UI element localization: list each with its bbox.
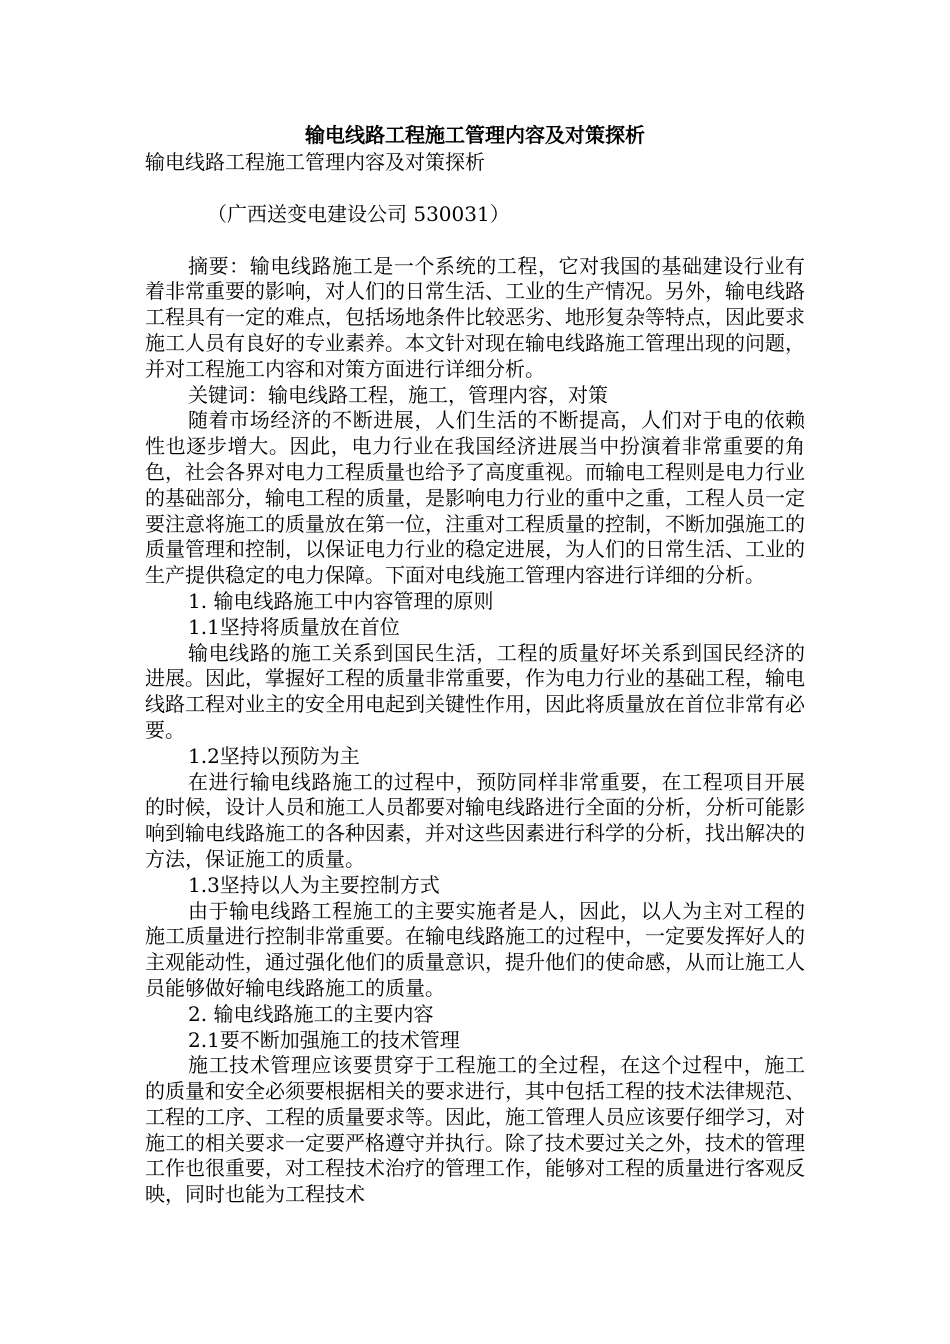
subsection-heading: 1.1坚持将质量放在首位	[188, 614, 400, 639]
body-paragraph: 随着市场经济的不断进展，人们生活的不断提高，人们对于电的依赖性也逐步增大。因此，电力行业在我国经济进展当中扮演着非常重要的角色，社会各界对电力工程质量也给予了高度重视。而输电工程则是电力行业的基础部分，输电工程的质量，是影响电力行业的重中之重，工程人员一定要注意将施工的质量放在第一位，注重对工程质量的控制，不断加强施工的质量管理和控制，以保证电力行业的稳定进展，为人们的日常生活、工业的生产提供稳定的电力保障。下面对电线施工管理内容进行详细的分析。	[145, 408, 805, 588]
abstract-paragraph: 摘要：输电线路施工是一个系统的工程，它对我国的基础建设行业有着非常重要的影响，对人们的日常生活、工业的生产情况。另外，输电线路工程具有一定的难点，包括场地条件比较恶劣、地形复杂等特点，因此要求施工人员有良好的专业素养。本文针对现在输电线路施工管理出现的问题，并对工程施工内容和对策方面进行详细分析。	[145, 253, 805, 381]
section-heading: 1. 输电线路施工中内容管理的原则	[188, 588, 494, 613]
document-body	[145, 150, 805, 1208]
subsection-heading: 2.1要不断加强施工的技术管理	[188, 1027, 460, 1052]
body-paragraph: 施工技术管理应该要贯穿于工程施工的全过程，在这个过程中，施工的质量和安全必须要根据相关的要求进行，其中包括工程的技术法律规范、工程的工序、工程的质量要求等。因此，施工管理人员应该要仔细学习，对施工的相关要求一定要严格遵守并执行。除了技术要过关之外，技术的管理工作也很重要，对工程技术治疗的管理工作，能够对工程的质量进行客观反映，同时也能为工程技术	[145, 1053, 805, 1207]
body-paragraph: 在进行输电线路施工的过程中，预防同样非常重要，在工程项目开展的时候，设计人员和施工人员都要对输电线路进行全面的分析，分析可能影响到输电线路施工的各种因素，并对这些因素进行科学的分析，找出解决的方法，保证施工的质量。	[145, 769, 805, 871]
body-paragraph: 输电线路的施工关系到国民生活，工程的质量好坏关系到国民经济的进展。因此，掌握好工程的质量非常重要，作为电力行业的基础工程，输电线路工程对业主的安全用电起到关键性作用，因此将质量放在首位非常有必要。	[145, 640, 805, 742]
keywords-line: 关键词：输电线路工程，施工，管理内容，对策	[188, 382, 608, 407]
subsection-heading: 1.2坚持以预防为主	[188, 743, 360, 768]
subsection-heading: 1.3坚持以人为主要控制方式	[188, 872, 440, 897]
body-paragraph: 由于输电线路工程施工的主要实施者是人，因此，以人为主对工程的施工质量进行控制非常重要。在输电线路施工的过程中，一定要发挥好人的主观能动性，通过强化他们的质量意识，提升他们的使命感，从而让施工人员能够做好输电线路施工的质量。	[145, 898, 805, 1000]
section-heading: 2. 输电线路施工的主要内容	[188, 1001, 434, 1026]
author-affiliation: （广西送变电建设公司 530031）	[207, 201, 510, 226]
document-title: 输电线路工程施工管理内容及对策探析	[305, 123, 645, 147]
document-subtitle: 输电线路工程施工管理内容及对策探析	[145, 150, 485, 174]
